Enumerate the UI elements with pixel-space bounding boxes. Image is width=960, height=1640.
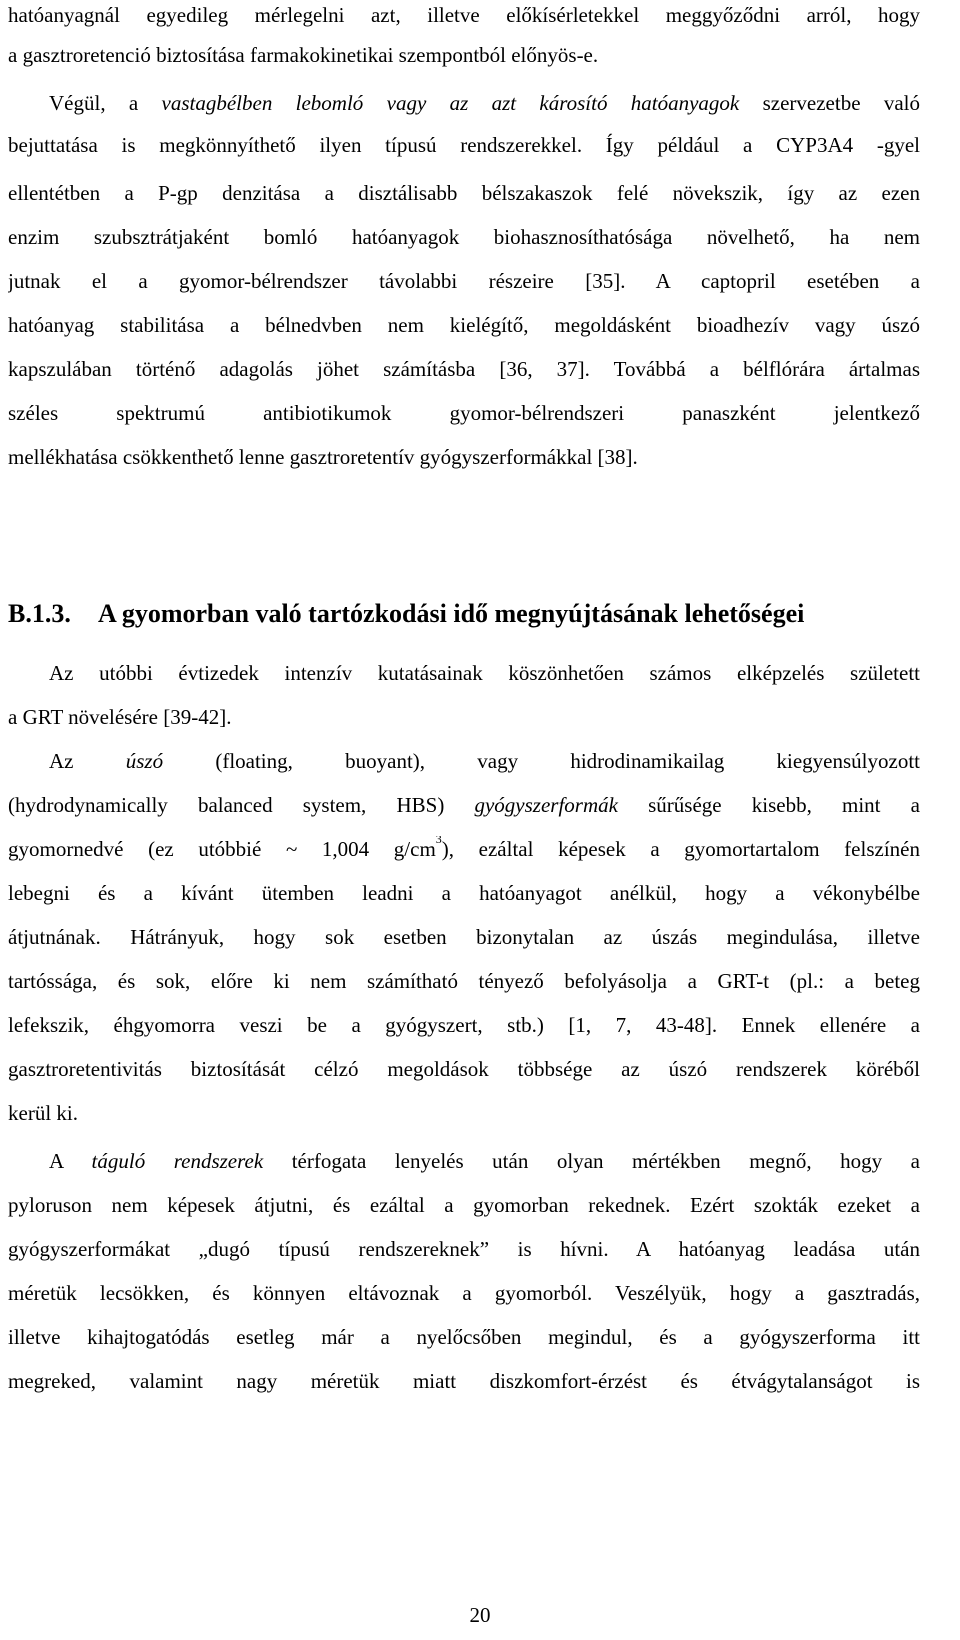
italic-term: úszó — [125, 749, 164, 773]
body-text-line — [49, 748, 920, 774]
superscript: 3 — [435, 836, 442, 846]
body-text-line: pyloruson nem képesek átjutni, és ezáltal a gyomorban rekednek. Ezért szokták ezeket a — [8, 1193, 920, 1217]
body-text-line: kapszulában történő adagolás jöhet számításba [36, 37]. Továbbá a bélflórára ártalmas — [8, 357, 920, 381]
body-text-line — [8, 836, 920, 862]
body-text-line: széles spektrumú antibiotikumok gyomor-bélrendszeri panaszként jelentkező — [8, 401, 920, 425]
body-text-line: bejuttatása is megkönnyíthető ilyen típusú rendszerekkel. Így például a CYP3A4 -gyel — [8, 133, 920, 157]
text-run: A — [49, 1149, 92, 1173]
body-text-line: illetve kihajtogatódás esetleg már a nyelőcsőben megindul, és a gyógyszerforma itt — [8, 1325, 920, 1349]
italic-term: gyógyszerformák — [474, 793, 618, 817]
text-run: térfogata lenyelés után olyan mértékben megnő, hogy a — [263, 1149, 920, 1173]
section-heading — [8, 598, 920, 630]
body-text-line: tartóssága, és sok, előre ki nem számítható tényező befolyásolja a GRT-t (pl.: a beteg — [8, 969, 920, 993]
text-run: szervezetbe való — [739, 91, 920, 115]
body-text-line: enzim szubsztrátjaként bomló hatóanyagok biohasznosíthatósága növelhető, ha nem — [8, 225, 920, 249]
text-run: (floating, buoyant), vagy hidrodinamikailag kiegyensúlyozott — [163, 749, 920, 773]
body-text-line: hatóanyag stabilitása a bélnedvben nem kielégítő, megoldásként bioadhezív vagy úszó — [8, 313, 920, 337]
body-text-line: kerül ki. — [8, 1101, 78, 1125]
text-run: Végül, a — [49, 91, 162, 115]
text-run: gyomornedvé (ez utóbbié ~ 1,004 g/cm — [8, 837, 436, 861]
section-title: A gyomorban való tartózkodási idő megnyújtásának lehetőségei — [98, 599, 805, 628]
body-text-line: átjutnának. Hátrányuk, hogy sok esetben bizonytalan az úszás megindulása, illetve — [8, 925, 920, 949]
italic-term: táguló rendszerek — [91, 1149, 264, 1173]
text-run: (hydrodynamically balanced system, HBS) — [8, 793, 475, 817]
body-text-line — [49, 1148, 920, 1174]
body-text-line: lefekszik, éhgyomorra veszi be a gyógyszert, stb.) [1, 7, 43-48]. Ennek ellenére a — [8, 1013, 920, 1037]
body-text-line: hatóanyagnál egyedileg mérlegelni azt, illetve előkísérletekkel meggyőződni arról, hogy — [8, 3, 920, 27]
text-run: Az — [49, 749, 126, 773]
body-text-line — [8, 792, 920, 818]
text-run: ), ezáltal képesek a gyomortartalom felszínén — [441, 837, 920, 861]
body-text-line: méretük lecsökken, és könnyen eltávoznak a gyomorból. Veszélyük, hogy a gasztradás, — [8, 1281, 920, 1305]
page-number: 20 — [469, 1603, 491, 1627]
body-text-line: gyógyszerformákat „dugó típusú rendszereknek” is hívni. A hatóanyag leadása után — [8, 1237, 920, 1261]
body-text-line: lebegni és a kívánt ütemben leadni a hatóanyagot anélkül, hogy a vékonybélbe — [8, 881, 920, 905]
body-text-line — [49, 90, 920, 116]
body-text-line: a gasztroretenció biztosítása farmakokinetikai szempontból előnyös-e. — [8, 43, 599, 67]
section-number: B.1.3. — [8, 599, 71, 628]
italic-term: vastagbélben lebomló vagy az azt károsító hatóanyagok — [161, 91, 740, 115]
body-text-line: megreked, valamint nagy méretük miatt diszkomfort-érzést és étvágytalanságot is — [8, 1369, 920, 1393]
body-text-line: Az utóbbi évtizedek intenzív kutatásainak köszönhetően számos elképzelés született — [49, 661, 920, 685]
body-text-line: mellékhatása csökkenthető lenne gasztroretentív gyógyszerformákkal [38]. — [8, 445, 638, 469]
body-text-line: gasztroretentivitás biztosítását célzó megoldások többsége az úszó rendszerek köréből — [8, 1057, 920, 1081]
body-text-line: jutnak el a gyomor-bélrendszer távolabbi részeire [35]. A captopril esetében a — [8, 269, 920, 293]
body-text-line: a GRT növelésére [39-42]. — [8, 705, 232, 729]
text-run: sűrűsége kisebb, mint a — [617, 793, 920, 817]
body-text-line: ellentétben a P-gp denzitása a disztálisabb bélszakaszok felé növekszik, így az ezen — [8, 181, 920, 205]
